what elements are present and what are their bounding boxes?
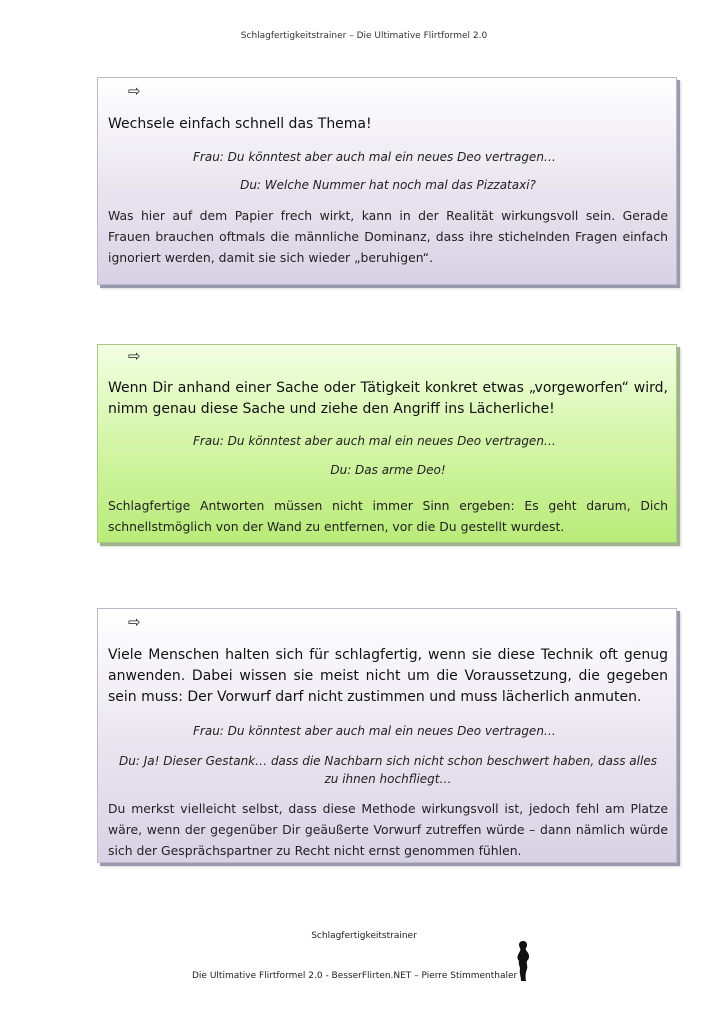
- quote-reply: Du: Welche Nummer hat noch mal das Pizzataxi?: [240, 178, 536, 192]
- quote-woman: Frau: Du könntest aber auch mal ein neues Deo vertragen…: [193, 434, 556, 448]
- tip-box-2: [97, 344, 677, 543]
- footer-credit: Die Ultimative Flirtformel 2.0 - BesserFlirten.NET – Pierre Stimmenthaler: [192, 971, 518, 981]
- quote-woman: Frau: Du könntest aber auch mal ein neues Deo vertragen…: [193, 724, 556, 738]
- arrow-right-icon: ⇨: [128, 82, 141, 100]
- quote-reply: Du: Ja! Dieser Gestank… dass die Nachbarn sich nicht schon beschwert haben, dass alles zu ihnen hochfliegt…: [119, 754, 657, 786]
- footer-label: Schlagfertigkeitstrainer: [311, 931, 417, 941]
- page-header: Schlagfertigkeitstrainer – Die Ultimative Flirtformel 2.0: [240, 31, 488, 41]
- arrow-right-icon: ⇨: [128, 347, 141, 365]
- tip-box-1: [97, 77, 677, 285]
- tip-box-3: [97, 608, 677, 863]
- tip-heading: Wenn Dir anhand einer Sache oder Tätigkeit konkret etwas „vorgeworfen“ wird, nimm genau diese Sache und ziehe den Angriff ins Lächerliche!: [108, 380, 668, 417]
- quote-woman: Frau: Du könntest aber auch mal ein neues Deo vertragen…: [193, 150, 556, 164]
- tip-explanation: Schlagfertige Antworten müssen nicht immer Sinn ergeben: Es geht darum, Dich schnellstmöglich von der Wand zu entfernen, vor die Du gestellt wurdest.: [108, 498, 668, 534]
- tip-explanation: Du merkst vielleicht selbst, dass diese Methode wirkungsvoll ist, jedoch fehl am Platze wäre, wenn der gegenüber Dir geäußerte Vorwurf zutreffen würde – dann nämlich würde sich der Gesprächspartner zu Recht nicht ernst genommen fühlen.: [108, 801, 668, 858]
- arrow-right-icon: ⇨: [128, 613, 141, 631]
- tip-heading: Wechsele einfach schnell das Thema!: [108, 116, 372, 132]
- quote-reply: Du: Das arme Deo!: [330, 463, 446, 477]
- tip-heading: Viele Menschen halten sich für schlagfertig, wenn sie diese Technik oft genug anwenden. Dabei wissen sie meist nicht um die Voraussetzung, die gegeben sein muss: Der Vorwurf darf nicht zustimmen und muss lächerlich anmuten.: [108, 647, 668, 705]
- tip-explanation: Was hier auf dem Papier frech wirkt, kann in der Realität wirkungsvoll sein. Gerade Frauen brauchen oftmals die männliche Dominanz, dass ihre stichelnden Fragen einfach ignoriert werden, damit sie sich wieder „beruhigen“.: [108, 208, 668, 265]
